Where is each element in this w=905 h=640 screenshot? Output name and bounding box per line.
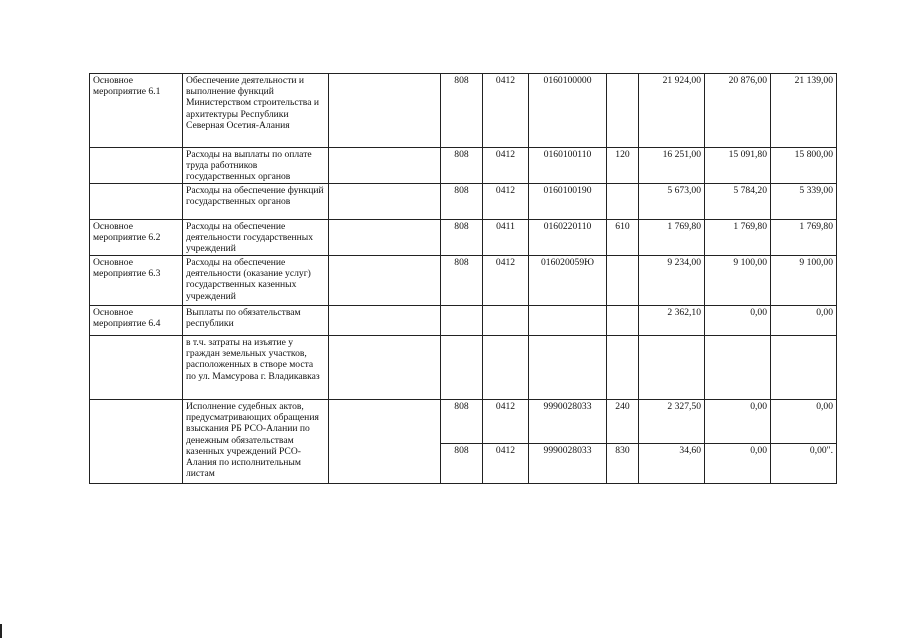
empty-cell (329, 336, 441, 400)
section-code-cell: 0412 (483, 148, 529, 184)
amount-year2-cell: 0,00 (705, 306, 771, 336)
description-cell: Расходы на обеспечение функций государственных органов (183, 184, 329, 220)
ministry-code-cell: 808 (441, 184, 483, 220)
event-cell (90, 148, 183, 184)
event-cell: Основное мероприятие 6.4 (90, 306, 183, 336)
amount-year2-cell: 0,00 (705, 400, 771, 444)
event-cell (90, 184, 183, 220)
amount-year2-cell (705, 336, 771, 400)
target-code-cell (529, 306, 607, 336)
expense-type-cell (607, 256, 639, 306)
table-row (90, 74, 837, 148)
amount-year1-cell: 21 924,00 (639, 74, 705, 148)
target-code-cell: 0160100190 (529, 184, 607, 220)
table-row (90, 400, 837, 444)
ministry-code-cell: 808 (441, 148, 483, 184)
amount-year1-cell: 16 251,00 (639, 148, 705, 184)
amount-year1-cell: 2 327,50 (639, 400, 705, 444)
ministry-code-cell (441, 336, 483, 400)
event-cell: Основное мероприятие 6.2 (90, 220, 183, 256)
amount-year2-cell: 0,00 (705, 444, 771, 484)
expense-type-cell: 240 (607, 400, 639, 444)
empty-cell (329, 306, 441, 336)
target-code-cell: 9990028033 (529, 444, 607, 484)
ministry-code-cell (441, 306, 483, 336)
expense-type-cell: 120 (607, 148, 639, 184)
amount-year1-cell (639, 336, 705, 400)
amount-year3-cell: 0,00 (771, 306, 837, 336)
target-code-cell: 9990028033 (529, 400, 607, 444)
event-cell: Основное мероприятие 6.1 (90, 74, 183, 148)
amount-year3-cell: 5 339,00 (771, 184, 837, 220)
amount-year1-cell: 1 769,80 (639, 220, 705, 256)
table-row (90, 306, 837, 336)
ministry-code-cell: 808 (441, 220, 483, 256)
amount-year3-cell (771, 336, 837, 400)
amount-year2-cell: 20 876,00 (705, 74, 771, 148)
empty-cell (329, 148, 441, 184)
empty-cell (329, 400, 441, 484)
amount-year3-cell: 0,00 (771, 400, 837, 444)
ministry-code-cell: 808 (441, 400, 483, 444)
target-code-cell (529, 336, 607, 400)
empty-cell (329, 184, 441, 220)
target-code-cell: 0160100000 (529, 74, 607, 148)
amount-year2-cell: 1 769,80 (705, 220, 771, 256)
expense-type-cell (607, 306, 639, 336)
expense-type-cell (607, 74, 639, 148)
amount-year3-cell: 1 769,80 (771, 220, 837, 256)
amount-year2-cell: 5 784,20 (705, 184, 771, 220)
expense-type-cell: 610 (607, 220, 639, 256)
empty-cell (329, 220, 441, 256)
budget-table (89, 73, 837, 484)
ministry-code-cell: 808 (441, 256, 483, 306)
target-code-cell: 0160100110 (529, 148, 607, 184)
description-cell: Выплаты по обязательствам республики (183, 306, 329, 336)
ministry-code-cell: 808 (441, 74, 483, 148)
expense-type-cell (607, 184, 639, 220)
table-row (90, 256, 837, 306)
scan-edge-mark (0, 624, 2, 638)
empty-cell (329, 256, 441, 306)
table-row (90, 184, 837, 220)
event-cell (90, 336, 183, 400)
description-cell: в т.ч. затраты на изъятие у граждан земельных участков, расположенных в створе моста по ул. Мамсурова г. Владикавказ (183, 336, 329, 400)
target-code-cell: 0160220110 (529, 220, 607, 256)
expense-type-cell: 830 (607, 444, 639, 484)
description-cell: Исполнение судебных актов, предусматривающих обращения взыскания РБ РСО-Алании по денежным обязательствам казенных учреждений РСО-Алания по исполнительным листам (183, 400, 329, 484)
section-code-cell (483, 336, 529, 400)
amount-year3-cell: 15 800,00 (771, 148, 837, 184)
amount-year2-cell: 9 100,00 (705, 256, 771, 306)
description-cell: Расходы на выплаты по оплате труда работников государственных органов (183, 148, 329, 184)
amount-year3-cell: 9 100,00 (771, 256, 837, 306)
target-code-cell: 016020059Ю (529, 256, 607, 306)
description-cell: Расходы на обеспечение деятельности (оказание услуг) государственных казенных учреждений (183, 256, 329, 306)
amount-year1-cell: 5 673,00 (639, 184, 705, 220)
table-row (90, 220, 837, 256)
table-row (90, 336, 837, 400)
amount-year3-cell: 21 139,00 (771, 74, 837, 148)
ministry-code-cell: 808 (441, 444, 483, 484)
section-code-cell: 0412 (483, 444, 529, 484)
empty-cell (329, 74, 441, 148)
section-code-cell: 0412 (483, 184, 529, 220)
expense-type-cell (607, 336, 639, 400)
amount-year3-cell: 0,00". (771, 444, 837, 484)
event-cell: Основное мероприятие 6.3 (90, 256, 183, 306)
amount-year1-cell: 2 362,10 (639, 306, 705, 336)
event-cell (90, 400, 183, 484)
section-code-cell (483, 306, 529, 336)
table-row (90, 148, 837, 184)
amount-year1-cell: 9 234,00 (639, 256, 705, 306)
section-code-cell: 0412 (483, 256, 529, 306)
section-code-cell: 0411 (483, 220, 529, 256)
description-cell: Расходы на обеспечение деятельности государственных учреждений (183, 220, 329, 256)
amount-year2-cell: 15 091,80 (705, 148, 771, 184)
section-code-cell: 0412 (483, 74, 529, 148)
section-code-cell: 0412 (483, 400, 529, 444)
amount-year1-cell: 34,60 (639, 444, 705, 484)
description-cell: Обеспечение деятельности и выполнение функций Министерством строительства и архитектуры Республики Северная Осетия-Алания (183, 74, 329, 148)
